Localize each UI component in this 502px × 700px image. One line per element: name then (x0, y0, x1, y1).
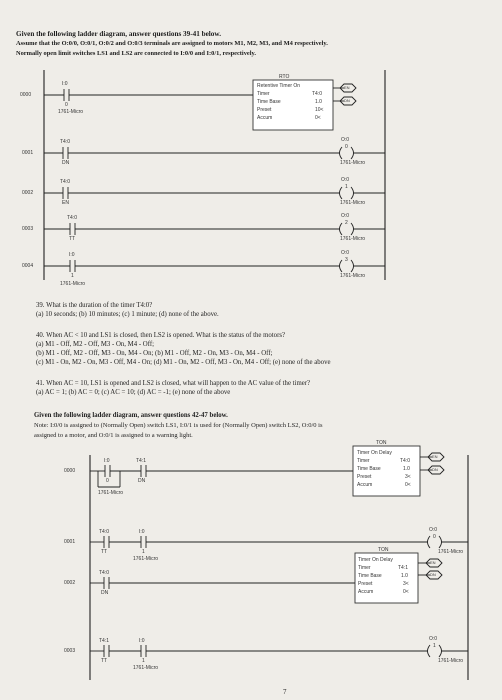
output-bit: 0 (433, 534, 436, 540)
contact-tag: T4:0 (99, 570, 110, 576)
timer-value: 1.0 (315, 99, 322, 105)
output-bit: 1 (433, 643, 436, 649)
rung-number: 0001 (22, 150, 34, 156)
coil-en-label: EN (430, 560, 436, 565)
output-label: 1761-Micro (340, 236, 366, 242)
contact-label: 1761-Micro (58, 109, 84, 115)
contact-tag: T4:1 (99, 638, 110, 644)
coil-dn-label: DN (430, 572, 436, 577)
rung-number: 0001 (64, 539, 76, 545)
question-39-options: (a) 10 seconds; (b) 10 minutes; (c) 1 minute; (d) none of the above. (36, 311, 219, 318)
output-tag: O:0 (341, 250, 350, 256)
contact-bit: TT (69, 236, 76, 242)
question-40: 40. When AC < 10 and LS1 is closed, then LS2 is opened. What is the status of the motors? (36, 332, 285, 339)
contact-bit: DN (101, 590, 109, 596)
contact-tag: I:0 (62, 81, 68, 87)
section1-line1: Assume that the O:0/0, O:0/1, O:0/2 and O:0/3 terminals are assigned to motors M1, M2, M3, and M4 respectively. (16, 40, 328, 47)
timer-row: Retentive Timer On (257, 83, 301, 89)
timer-value: T4:1 (398, 565, 409, 571)
question-40-option-a: (a) M1 - Off, M2 - Off, M3 - On, M4 - Off; (36, 341, 154, 348)
timer-value: 3< (403, 581, 409, 587)
timer-row: Timer (358, 565, 371, 571)
contact-tag: I:0 (139, 529, 145, 535)
timer-row: Time Base (358, 573, 382, 579)
page-number: 7 (283, 688, 287, 696)
timer-value: T4:0 (400, 458, 411, 464)
timer-head: TON (376, 440, 387, 446)
timer-row: Preset (257, 107, 272, 113)
section2-line1: Note: I:0/0 is assigned to (Normally Open) switch LS1, I:0/1 is used for (Normally Open) switch LS2, O:0/0 is (34, 422, 323, 429)
rung-number: 0004 (22, 263, 34, 269)
section2-title: Given the following ladder diagram, answer questions 42-47 below. (34, 412, 228, 419)
contact-tag: T4:0 (60, 139, 71, 145)
timer-head: RTO (279, 74, 290, 80)
timer-row: Preset (358, 581, 373, 587)
coil-en-label: EN (432, 454, 438, 459)
timer-row: Preset (357, 474, 372, 480)
contact-bit: TT (101, 549, 108, 555)
coil-en-label: EN (344, 85, 350, 90)
rung-number: 0000 (20, 92, 32, 98)
contact-tag: T4:0 (99, 529, 110, 535)
rung-number: 0000 (64, 468, 76, 474)
output-tag: O:0 (341, 137, 350, 143)
rung-number: 0003 (22, 226, 34, 232)
contact-bit: EN (62, 200, 69, 206)
section1-line2: Normally open limit switches LS1 and LS2 are connected to I:0/0 and I:0/1, respectively. (16, 50, 256, 57)
question-39: 39. What is the duration of the timer T4:0? (36, 302, 153, 309)
output-bit: 1 (345, 184, 348, 190)
contact-tag: I:0 (69, 252, 75, 258)
timer-row: Accum (358, 589, 374, 595)
question-40-option-c: (c) M1 - On, M2 - On, M3 - Off, M4 - On; (d) M1 - On, M2 - Off, M3 - On, M4 - Off; (e) none of the above (36, 359, 331, 366)
output-label: 1761-Micro (438, 658, 464, 664)
timer-value: 1.0 (401, 573, 408, 579)
output-bit: 0 (345, 144, 348, 150)
contact-label: 1761-Micro (98, 490, 124, 496)
contact-bit: TT (101, 658, 108, 664)
contact-bit: 1 (142, 549, 145, 555)
contact-label: 1761-Micro (60, 281, 86, 287)
contact-label: 1761-Micro (133, 556, 159, 562)
timer-row: Accum (357, 482, 373, 488)
timer-value: 3< (405, 474, 411, 480)
output-tag: O:0 (341, 213, 350, 219)
contact-bit: DN (62, 160, 70, 166)
contact-tag: T4:0 (67, 215, 78, 221)
question-41-options: (a) AC = 1; (b) AC = 0; (c) AC = 10; (d) AC = -1; (e) none of the above (36, 389, 231, 396)
output-label: 1761-Micro (340, 160, 366, 166)
timer-value: 0< (405, 482, 411, 488)
timer-value: 10< (315, 107, 324, 113)
section1-title: Given the following ladder diagram, answer questions 39-41 below. (16, 30, 221, 38)
output-bit: 2 (345, 220, 348, 226)
contact-tag: I:0 (139, 638, 145, 644)
contact-bit: 1 (142, 658, 145, 664)
contact-tag: I:0 (104, 458, 110, 464)
timer-value: T4:0 (312, 91, 323, 97)
coil-dn-label: DN (432, 467, 438, 472)
contact-tag: T4:1 (136, 458, 147, 464)
contact-bit: 0 (65, 102, 68, 108)
contact-bit: DN (138, 478, 146, 484)
timer-row: Time Base (257, 99, 281, 105)
output-label: 1761-Micro (340, 200, 366, 206)
question-40-option-b: (b) M1 - Off, M2 - Off, M3 - On, M4 - On; (b) M1 - Off, M2 - On, M3 - On, M4 - Off; (36, 350, 273, 357)
section2-line2: assigned to a motor, and O:0/1 is assigned to a warning light. (34, 432, 193, 439)
rung-number: 0002 (22, 190, 34, 196)
timer-value: 0< (315, 115, 321, 121)
contact-bit: 1 (71, 273, 74, 279)
rung-number: 0002 (64, 580, 76, 586)
timer-row: Timer (257, 91, 270, 97)
output-bit: 3 (345, 257, 348, 263)
output-label: 1761-Micro (340, 273, 366, 279)
contact-tag: T4:0 (60, 179, 71, 185)
coil-dn-label: DN (344, 98, 350, 103)
output-tag: O:0 (341, 177, 350, 183)
timer-value: 1.0 (403, 466, 410, 472)
contact-label: 1761-Micro (133, 665, 159, 671)
timer-row: Timer On Delay (357, 450, 392, 456)
timer-row: Timer On Delay (358, 557, 393, 563)
output-tag: O:0 (429, 636, 438, 642)
timer-row: Timer (357, 458, 370, 464)
rung-number: 0003 (64, 648, 76, 654)
timer-row: Time Base (357, 466, 381, 472)
timer-head: TON (378, 547, 389, 553)
contact-bit: 0 (106, 478, 109, 484)
timer-row: Accum (257, 115, 273, 121)
output-tag: O:0 (429, 527, 438, 533)
question-41: 41. When AC = 10, LS1 is opened and LS2 is closed, what will happen to the AC value of the timer? (36, 380, 311, 387)
output-label: 1761-Micro (438, 549, 464, 555)
timer-value: 0< (403, 589, 409, 595)
